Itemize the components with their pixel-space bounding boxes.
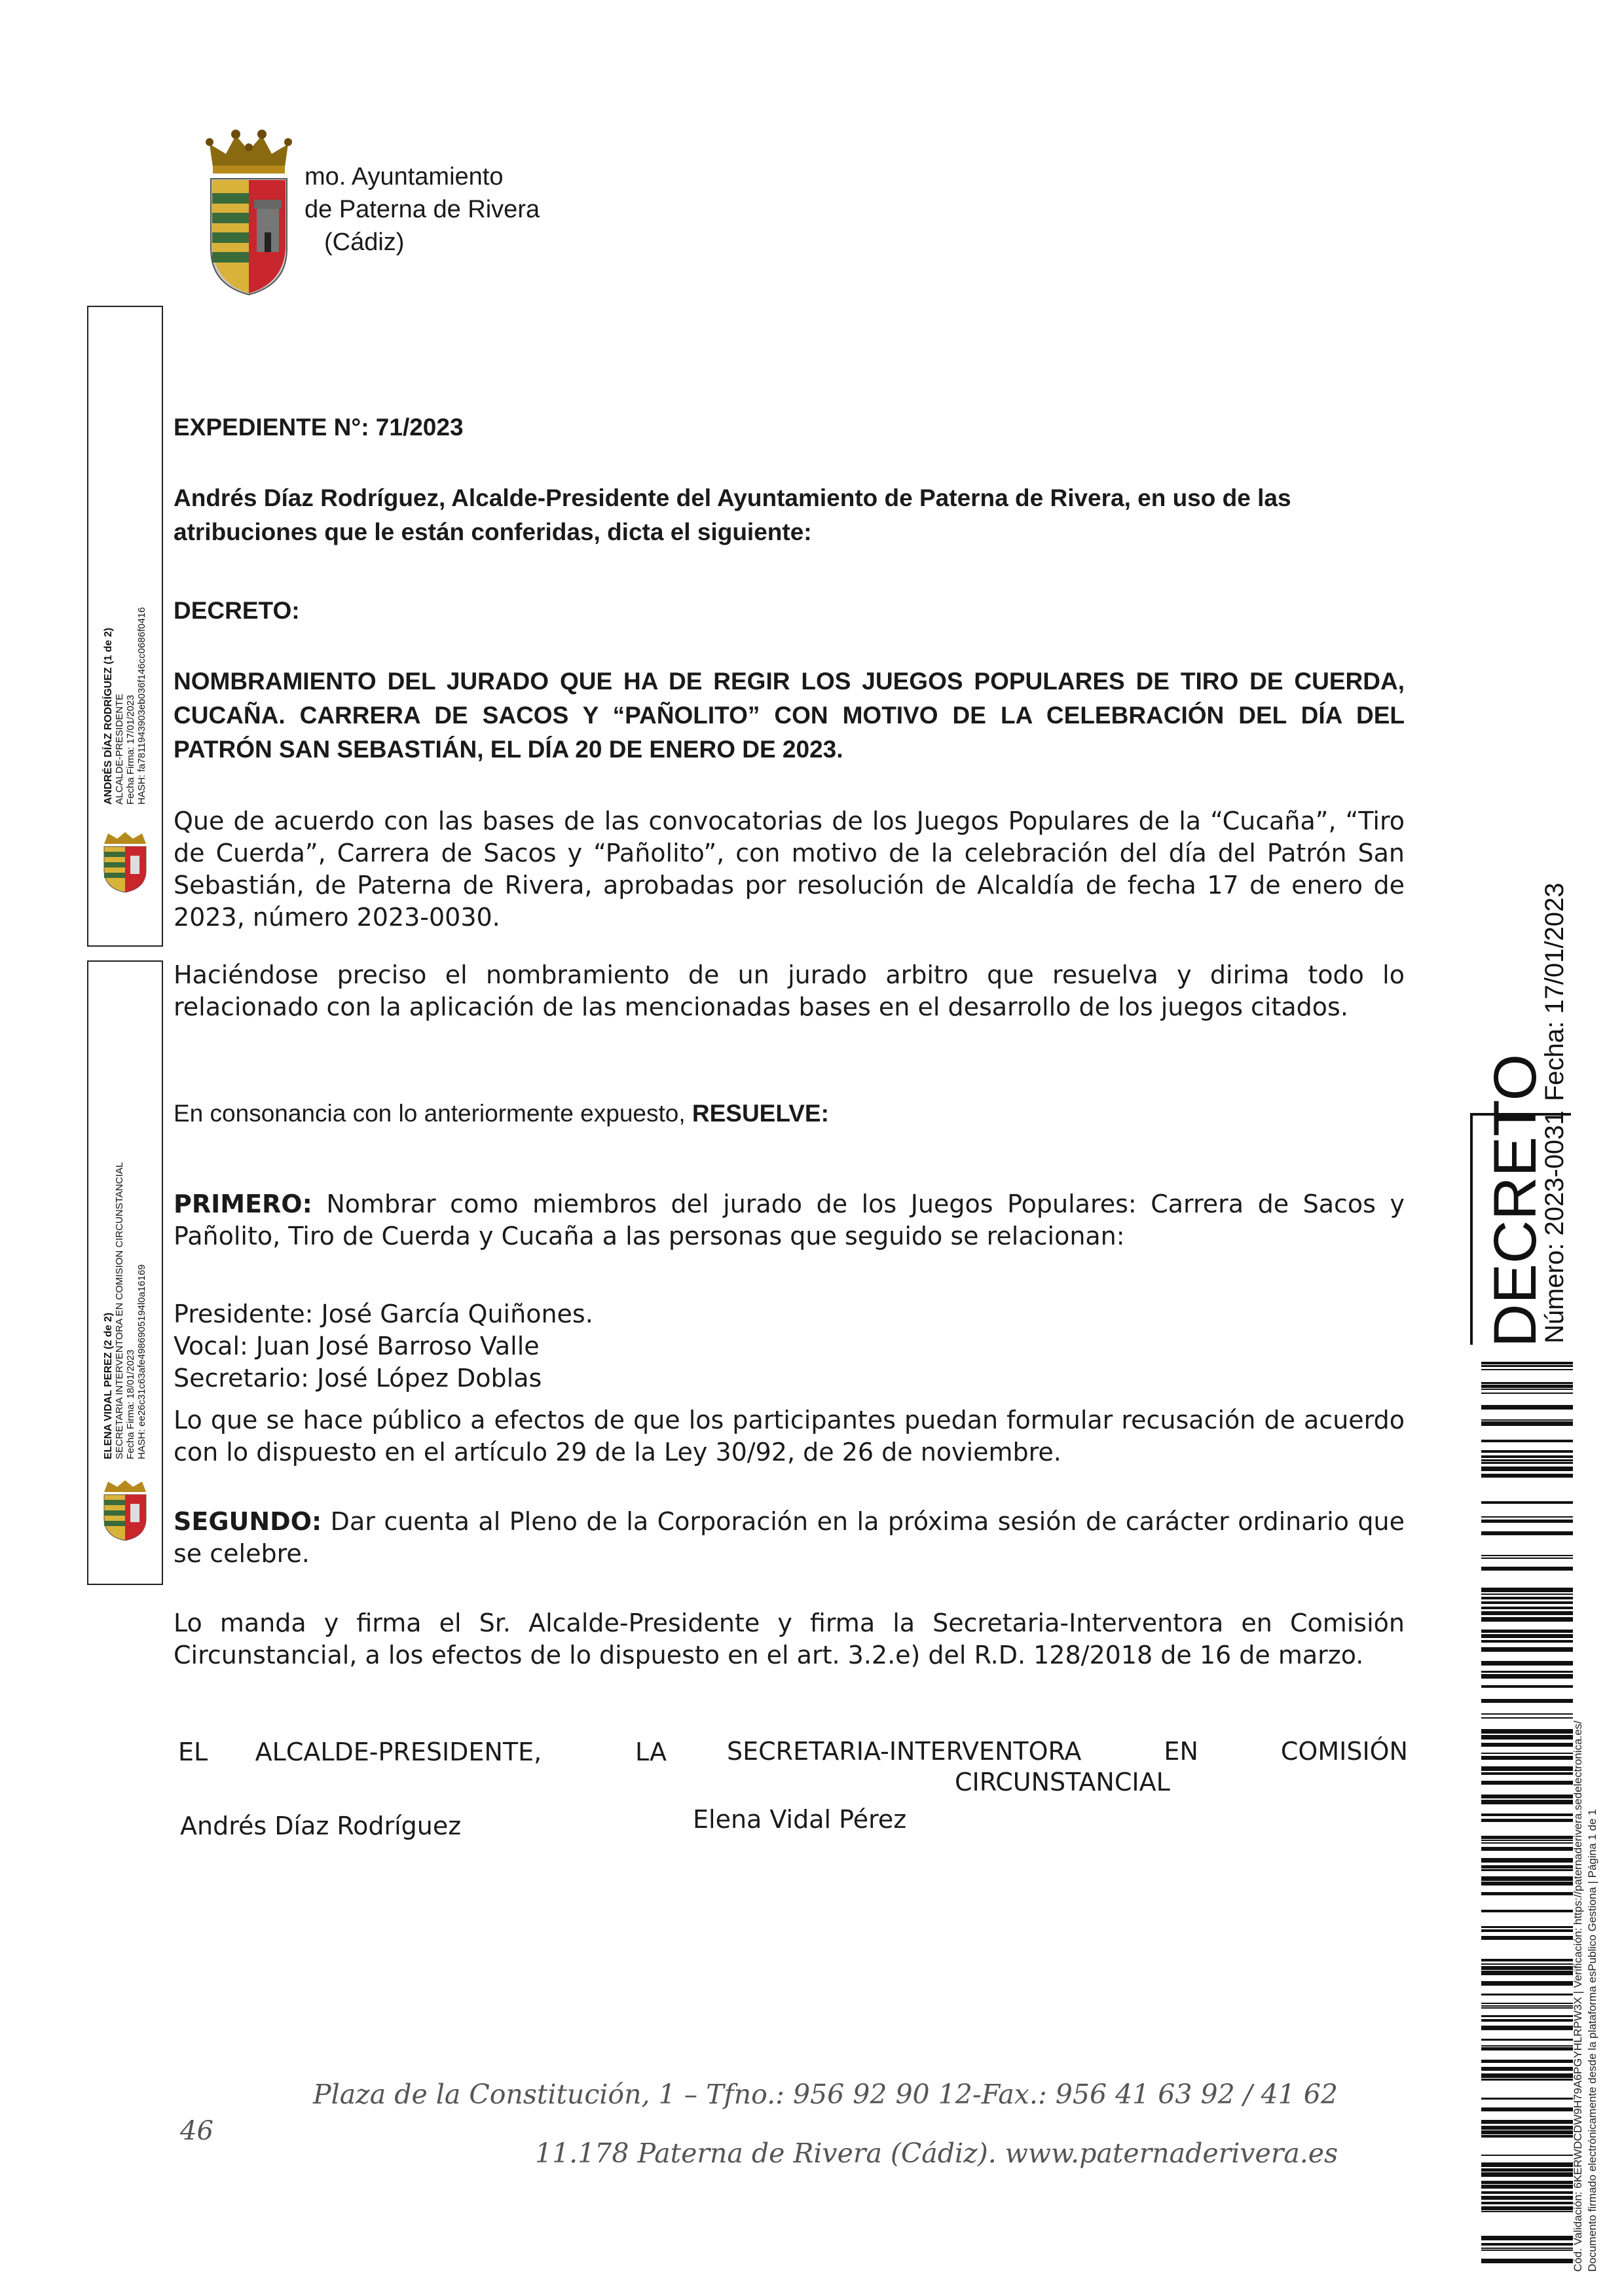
barcode-stripe [1481,1588,1573,1592]
resuelve-line: En consonancia con lo anteriormente expuesto, RESUELVE: [174,1100,829,1127]
barcode-stripe [1481,2126,1573,2130]
barcode-stripe [1481,2155,1573,2156]
barcode-stripe [1481,2007,1573,2009]
barcode-stripe [1481,1717,1573,1719]
firma-secretaria-label-2: CIRCUNSTANCIAL [955,1768,1170,1796]
barcode-stripe [1481,1735,1573,1740]
barcode-stripe [1481,1362,1573,1364]
barcode-stripe [1481,1892,1573,1895]
expediente-number: EXPEDIENTE N°: 71/2023 [174,414,464,441]
barcode-stripe [1481,1756,1573,1760]
barcode-stripe [1481,1926,1573,1928]
signature-crest-icon [98,831,153,894]
barcode-stripe [1481,2191,1573,2194]
list-item: Vocal: Juan José Barroso Valle [174,1332,540,1360]
decreto-title: NOMBRAMIENTO DEL JURADO QUE HA DE REGIR LOS JUEGOS POPULARES DE TIRO DE CUERDA, CUCAÑA. CARRERA DE SACOS Y “PAÑOLITO” CON MOTIVO DE LA CELEBRACIÓN DEL DÍA DEL PATRÓN SAN SEBASTIÁN, EL DÍA 20 DE ENERO DE 2023. [174,668,1405,763]
barcode-stripe [1481,2015,1573,2017]
barcode-stripe [1481,2005,1573,2007]
intro-paragraph: Andrés Díaz Rodríguez, Alcalde-Presidente del Ayuntamiento de Paterna de Rivera, en uso de las atribuciones que le están conferidas, dicta el siguiente: [174,484,1291,545]
barcode-stripe [1481,2243,1573,2246]
barcode-stripe [1481,2162,1573,2167]
barcode-stripe [1481,1393,1573,1394]
barcode-stripe [1481,2045,1573,2047]
barcode-stripe [1481,1869,1573,1871]
barcode-stripe [1481,1382,1573,1384]
barcode-stripe [1481,1743,1573,1747]
barcode-stripe [1481,1567,1573,1571]
list-item: Presidente: José García Quiñones. [174,1300,593,1328]
barcode-stripe [1481,1981,1573,1986]
barcode-stripe [1481,1634,1573,1638]
barcode-stripe [1481,1459,1573,1461]
barcode-stripe [1481,1617,1573,1622]
barcode-stripe [1481,1882,1573,1886]
barcode-stripe [1481,1389,1573,1390]
barcode-stripe [1481,1421,1573,1426]
barcode-stripe [1481,1555,1573,1556]
barcode-stripe [1481,1365,1573,1367]
barcode-stripe [1481,1753,1573,1754]
barcode-stripe [1481,1729,1573,1734]
barcode-stripe [1481,1607,1573,1609]
firma-la-label: LA [635,1738,667,1766]
barcode-stripe [1481,1910,1573,1912]
paragraph-firma: Lo manda y firma el Sr. Alcalde-Presidente y firma la Secretaria-Interventora en Comisión Circunstancial, a los efectos de lo dispuesto en el art. 3.2.e) del R.D. 128/2018 de 16 de marzo. [174,1609,1405,1669]
barcode-stripe [1481,2130,1573,2134]
firma-secretaria-label: SECRETARIA-INTERVENTORA EN COMISIÓN [727,1737,1408,1766]
barcode-stripe [1481,2206,1573,2210]
ayuntamiento-name: mo. Ayuntamiento de Paterna de Rivera (Cádiz) [304,163,540,256]
barcode-stripe [1481,2172,1573,2177]
paragraph-bases: Que de acuerdo con las bases de las convocatorias de los Juegos Populares de la “Cucaña”, “Tiro de Cuerda”, Carrera de Sacos y “Pañolito”, con motivo de la celebración del día del Patrón San Sebastián, de Paterna de Rivera, aprobadas por resolución de Alcaldía de fecha 17 de enero de 2023, número 2023-0030. [174,807,1405,932]
barcode-stripe [1481,2248,1573,2249]
barcode-stripe [1481,1450,1573,1453]
barcode-stripe [1481,1685,1573,1688]
barcode-stripe [1481,1795,1573,1798]
barcode-stripe [1481,1858,1573,1863]
signature-box-alcalde [87,306,163,947]
barcode-stripe [1481,1847,1573,1851]
barcode-stripe [1481,1647,1573,1652]
barcode-stripe [1481,2211,1573,2212]
barcode-stripe [1481,2003,1573,2004]
platform-text: Documento firmado electrónicamente desde la plataforma esPublico Gestiona | Página 1 de 1 [1586,1809,1598,2272]
barcode-stripe [1481,1772,1573,1775]
barcode-stripe [1481,1440,1573,1442]
barcode-stripe [1481,1966,1573,1970]
barcode-stripe [1481,1531,1573,1535]
primero-label: PRIMERO: [174,1190,312,1218]
signature-crest-icon [98,1479,153,1542]
barcode-stripe [1481,1836,1573,1839]
barcode-stripe [1481,1713,1573,1715]
barcode-stripe [1481,2196,1573,2200]
barcode-stripe [1481,1936,1573,1940]
barcode-stripe [1481,1876,1573,1881]
barcode-stripe [1481,1661,1573,1666]
stamp-fecha: Fecha: 17/01/2023 [1540,883,1569,1101]
barcode-stripe [1481,2019,1573,2022]
barcode-stripe [1481,1766,1573,1771]
barcode-stripe [1481,1501,1573,1504]
barcode-stripe [1481,2259,1573,2263]
municipal-coat-of-arms [196,128,301,298]
barcode-stripe [1481,1840,1573,1841]
barcode-stripe [1481,1929,1573,1932]
barcode-stripe [1481,1467,1573,1471]
barcode-stripe [1481,2073,1573,2078]
nombre-secretaria: Elena Vidal Pérez [693,1805,907,1834]
paragraph-recusacion: Lo que se hace público a efectos de que los participantes puedan formular recusación de acuerdo con lo dispuesto en el artículo 29 de la Ley 30/92, de 26 de noviembre. [174,1406,1405,1467]
paragraph-jurado: Haciéndose preciso el nombramiento de un jurado arbitro que resuelva y dirima todo lo relacionado con la aplicación de las mencionadas bases en el desarrollo de los juegos citados. [174,960,1405,1021]
barcode-stripe [1481,1558,1573,1559]
barcode-stripe [1481,1597,1573,1599]
barcode-stripe [1481,2236,1573,2240]
barcode-stripe [1481,1455,1573,1458]
barcode-stripe [1481,2107,1573,2111]
barcode-stripe [1481,1516,1573,1518]
barcode-stripe [1481,1699,1573,1703]
barcode-stripe [1481,1594,1573,1595]
barcode-stripe [1481,1474,1573,1478]
barcode-stripe [1481,1963,1573,1965]
barcode-stripe [1481,1865,1573,1868]
firma-alcalde-label: EL ALCALDE-PRESIDENTE, [178,1738,542,1766]
barcode-stripe [1481,1630,1573,1633]
decreto-label: DECRETO: [174,597,300,624]
barcode-stripe [1481,1520,1573,1523]
barcode-stripe [1481,1405,1573,1410]
paragraph-segundo: SEGUNDO: Dar cuenta al Pleno de la Corporación en la próxima sesión de carácter ordinario que se celebre. [174,1507,1405,1568]
barcode-stripe [1481,2185,1573,2189]
stamp-title: DECRETO [1482,1053,1549,1347]
barcode-stripe [1481,1601,1573,1604]
list-item: Secretario: José López Doblas [174,1364,542,1393]
stamp-numero: Número: 2023-0031 [1540,1110,1569,1343]
barcode-stripe [1481,1369,1573,1370]
segundo-label: SEGUNDO: [174,1507,322,1536]
barcode-stripe [1481,1671,1573,1673]
signature-box-secretaria [87,960,163,1585]
barcode-stripe [1481,1994,1573,1995]
barcode-stripe [1481,2250,1573,2251]
validation-barcode [1481,1362,1573,2273]
barcode-stripe [1481,1611,1573,1615]
footer-website: 11.178 Paterna de Rivera (Cádiz). www.paternaderivera.es [535,2138,1338,2169]
barcode-stripe [1481,1813,1573,1816]
barcode-stripe [1481,1674,1573,1679]
barcode-stripe [1481,1959,1573,1961]
barcode-stripe [1481,2098,1573,2100]
barcode-stripe [1481,1842,1573,1844]
signature-text-secretaria: ELENA VIDAL PEREZ (2 de 2) SECRETARIA INTERVENTORA EN COMISION CIRCUNSTANCIAL Fecha Firma: 18/01/2023 HASH: ee26c31c63afe4986905194l0a16169 [103,1162,147,1459]
barcode-stripe [1481,2047,1573,2050]
barcode-stripe [1481,1419,1573,1421]
barcode-stripe [1481,2181,1573,2184]
barcode-stripe [1481,2168,1573,2172]
barcode-stripe [1481,2135,1573,2138]
nombre-alcalde: Andrés Díaz Rodríguez [180,1812,462,1840]
page-number: 46 [180,2116,213,2146]
barcode-stripe [1481,1971,1573,1975]
barcode-stripe [1481,1385,1573,1388]
barcode-stripe [1481,2039,1573,2041]
barcode-stripe [1481,1462,1573,1464]
jurado-list [174,1298,1405,1394]
barcode-stripe [1481,2079,1573,2081]
barcode-stripe [1481,2120,1573,2124]
barcode-stripe [1481,2202,1573,2204]
barcode-stripe [1481,1800,1573,1804]
barcode-stripe [1481,2060,1573,2063]
barcode-stripe [1481,1640,1573,1643]
barcode-stripe [1481,2026,1573,2030]
barcode-stripe [1481,1781,1573,1785]
barcode-stripe [1481,2067,1573,2071]
footer-address: Plaza de la Constitución, 1 – Tfno.: 956 92 90 12-Fax.: 956 41 63 92 / 41 62 [313,2079,1338,2110]
signature-text-alcalde: ANDRÉS DÍAZ RODRÍGUEZ (1 de 2) ALCALDE-PRESIDENTE Fecha Firma: 17/01/2023 HASH: fa7811943903eb036f146cc0686f0416 [103,607,147,805]
barcode-stripe [1481,1819,1573,1822]
validation-code-text: Cód. Validación: 6KERWDCDW9H79A6PGYHLRPW3X | Verificación: https://paternaderivera.sedelectronica.es/ [1572,1721,1584,2272]
paragraph-primero: PRIMERO: Nombrar como miembros del jurado de los Juegos Populares: Carrera de Sacos y Pañolito, Tiro de Cuerda y Cucaña a las personas que seguido se relacionan: [174,1190,1405,1250]
